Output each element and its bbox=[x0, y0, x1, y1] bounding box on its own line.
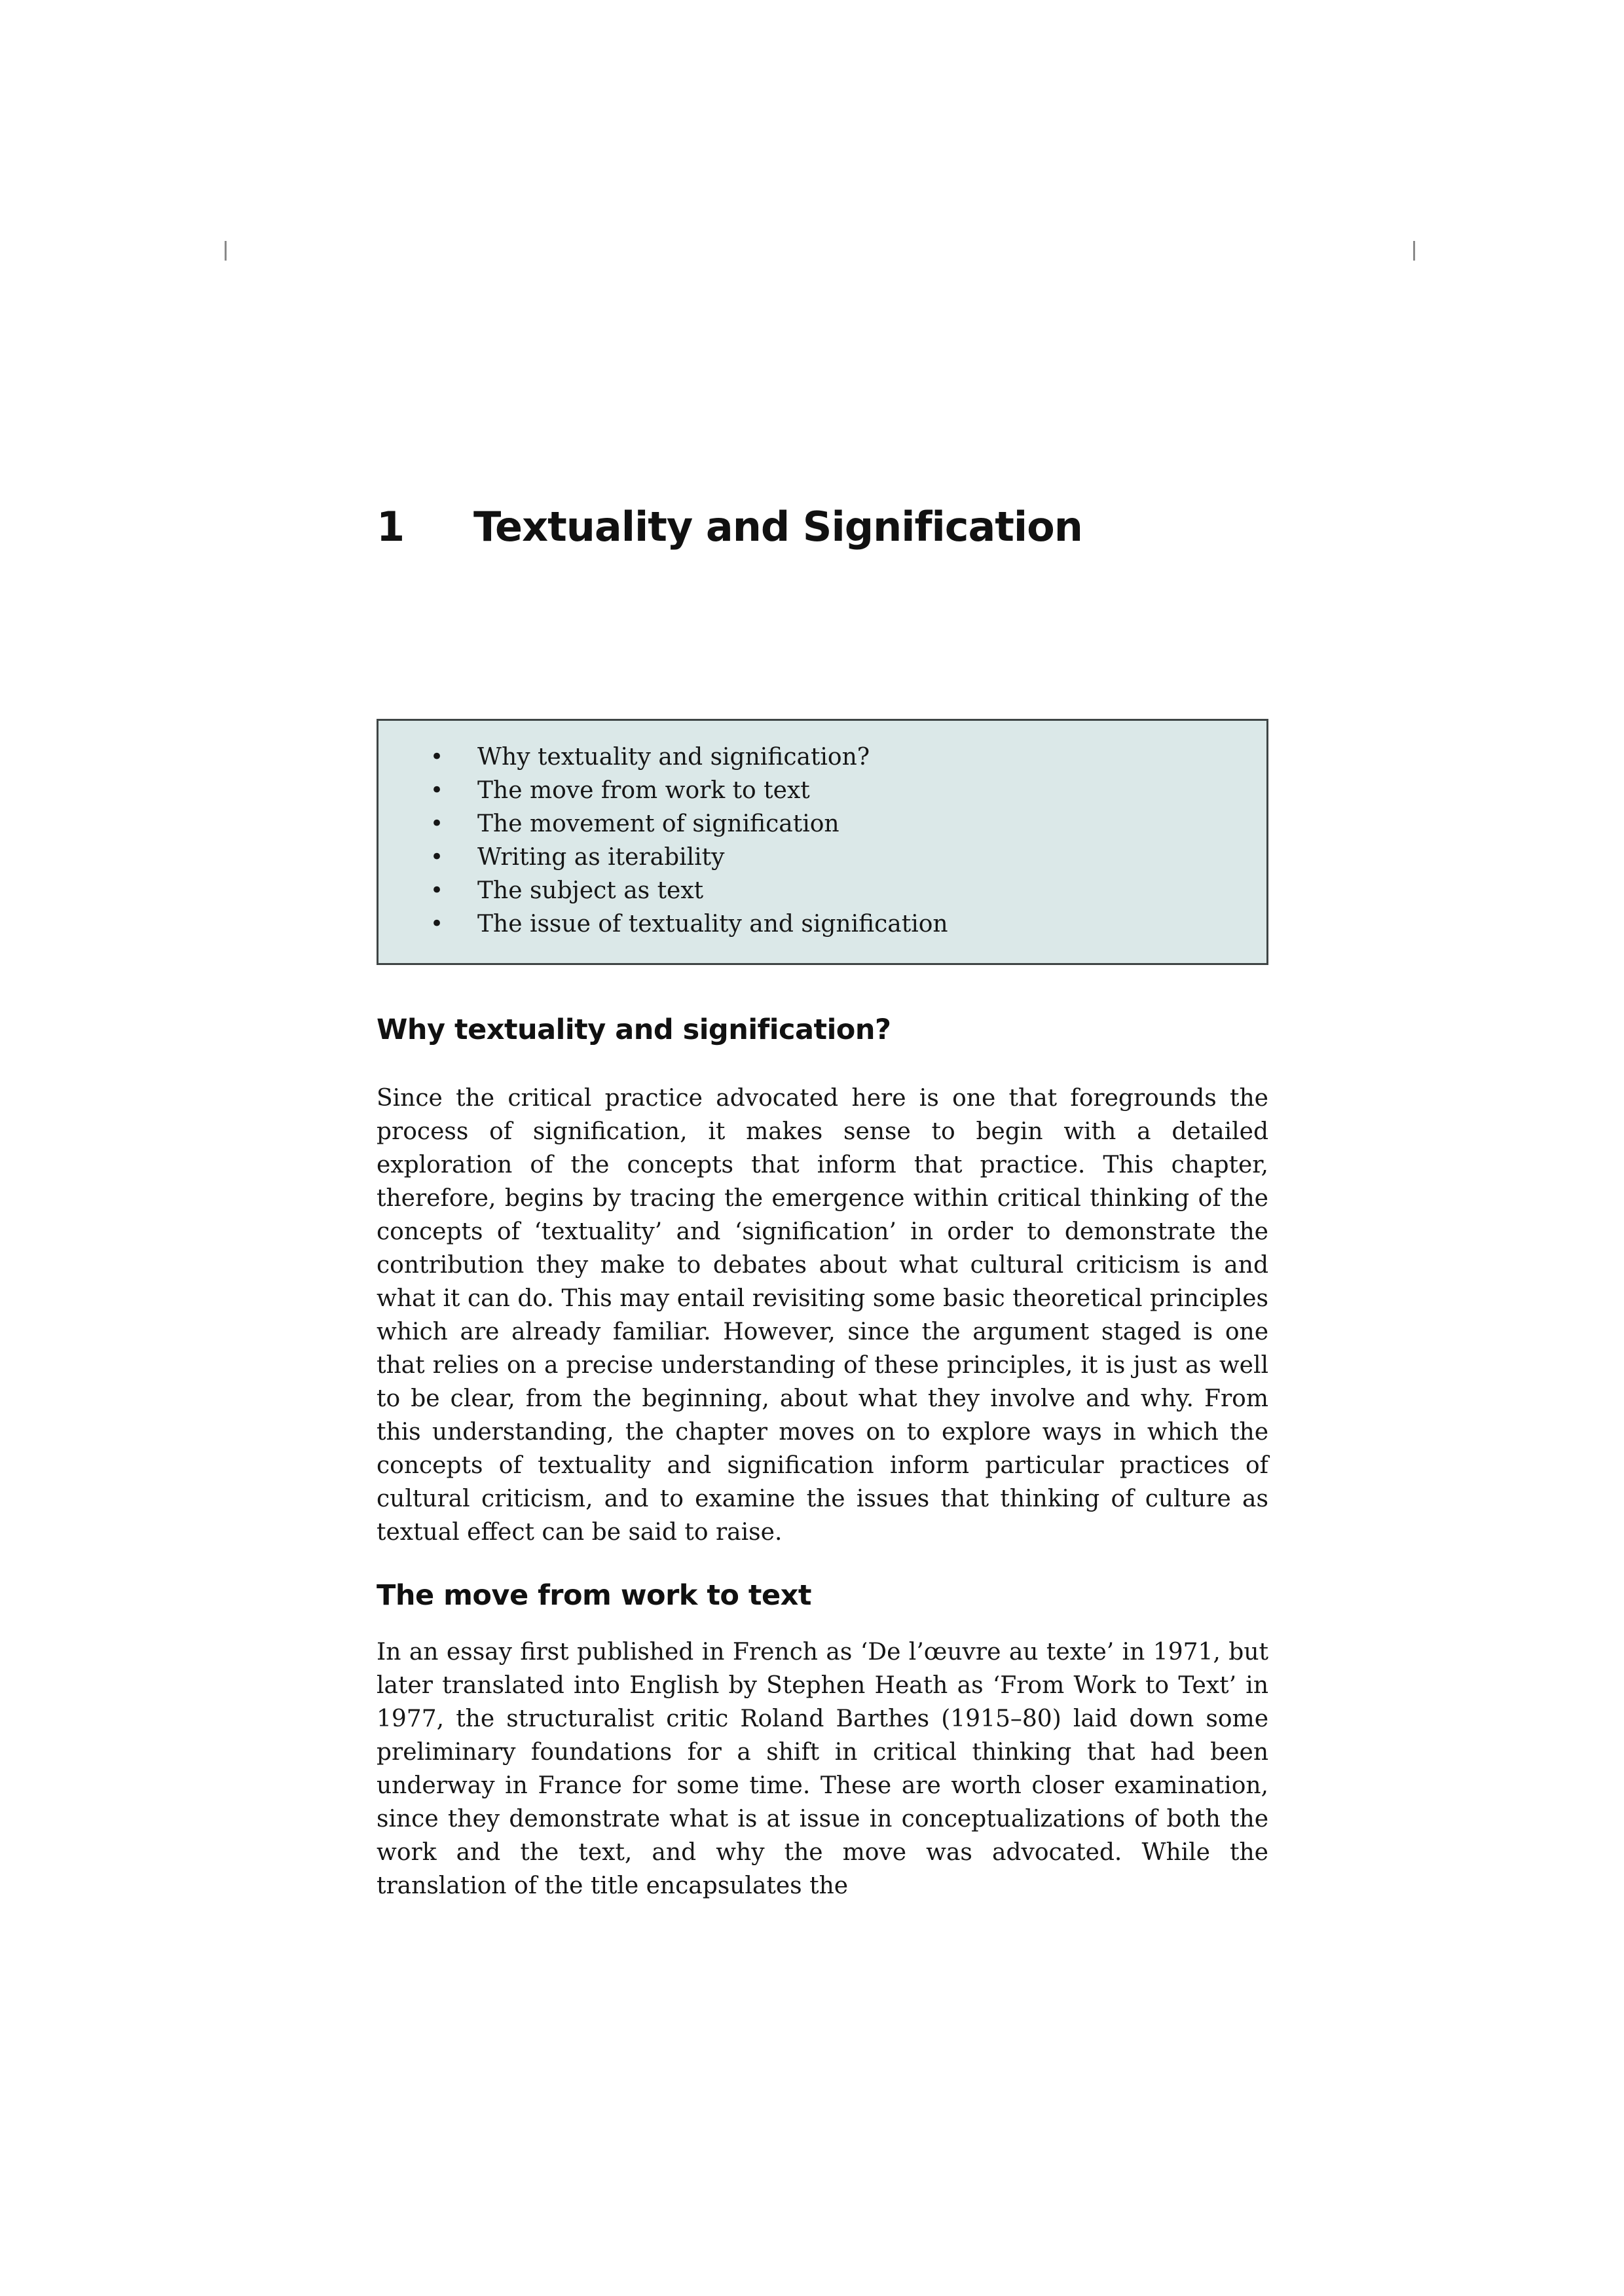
chapter-summary-box bbox=[377, 719, 1268, 965]
crop-mark-left bbox=[225, 241, 227, 261]
summary-item-label: The move from work to text bbox=[477, 777, 810, 804]
summary-item-label: Writing as iterability bbox=[477, 844, 725, 871]
summary-item bbox=[378, 907, 1240, 941]
bullet-icon: • bbox=[430, 911, 444, 937]
crop-mark-right bbox=[1413, 241, 1415, 261]
summary-item-label: Why textuality and signification? bbox=[477, 744, 870, 771]
chapter-number: 1 bbox=[377, 503, 405, 551]
summary-item bbox=[378, 807, 1240, 841]
bullet-icon: • bbox=[430, 844, 444, 870]
summary-item bbox=[378, 740, 1240, 774]
summary-item-label: The issue of textuality and signification bbox=[477, 911, 948, 938]
summary-item bbox=[378, 841, 1240, 874]
section-paragraph: In an essay first published in French as ‘De l’œuvre au texte’ in 1971, but later translated into English by Stephen Heath as ‘From Work to Text’ in 1977, the structuralist critic Roland Barthes (1915–80) laid down some preliminary foundations for a shift in critical thinking that had been underway in France for some time. These are worth closer examination, since they demonstrate what is at issue in conceptualizations of both the work and the text, and why the move was advocated. While the translation of the title encapsulates the bbox=[377, 1639, 1268, 1899]
summary-list bbox=[378, 740, 1240, 941]
chapter-title bbox=[377, 503, 1359, 551]
section-paragraph: Since the critical practice advocated here is one that foregrounds the process of signification, it makes sense to begin with a detailed exploration of the concepts that inform that practice. This chapter, therefore, begins by tracing the emergence within critical thinking of the concepts of ‘textuality’ and ‘signification’ in order to demonstrate the contribution they make to debates about what cultural criticism is and what it can do. This may entail revisiting some basic theoretical principles which are already familiar. However, since the argument staged is one that relies on a precise understanding of these principles, it is just as well to be clear, from the beginning, about what they involve and why. From this understanding, the chapter moves on to explore ways in which the concepts of textuality and signification inform particular practices of cultural criticism, and to examine the issues that thinking of culture as textual effect can be said to raise. bbox=[377, 1085, 1268, 1546]
bullet-icon: • bbox=[430, 811, 444, 837]
bullet-icon: • bbox=[430, 777, 444, 803]
bullet-icon: • bbox=[430, 744, 444, 770]
summary-item-label: The movement of signification bbox=[477, 811, 840, 837]
summary-item bbox=[378, 774, 1240, 807]
chapter-title-text: Textuality and Signification bbox=[473, 503, 1082, 551]
bullet-icon: • bbox=[430, 877, 444, 903]
section-heading-why-textuality: Why textuality and signification? bbox=[377, 1013, 891, 1046]
summary-item-label: The subject as text bbox=[477, 877, 704, 904]
summary-item bbox=[378, 874, 1240, 907]
section-heading-move-from-work-to-text: The move from work to text bbox=[377, 1579, 811, 1612]
